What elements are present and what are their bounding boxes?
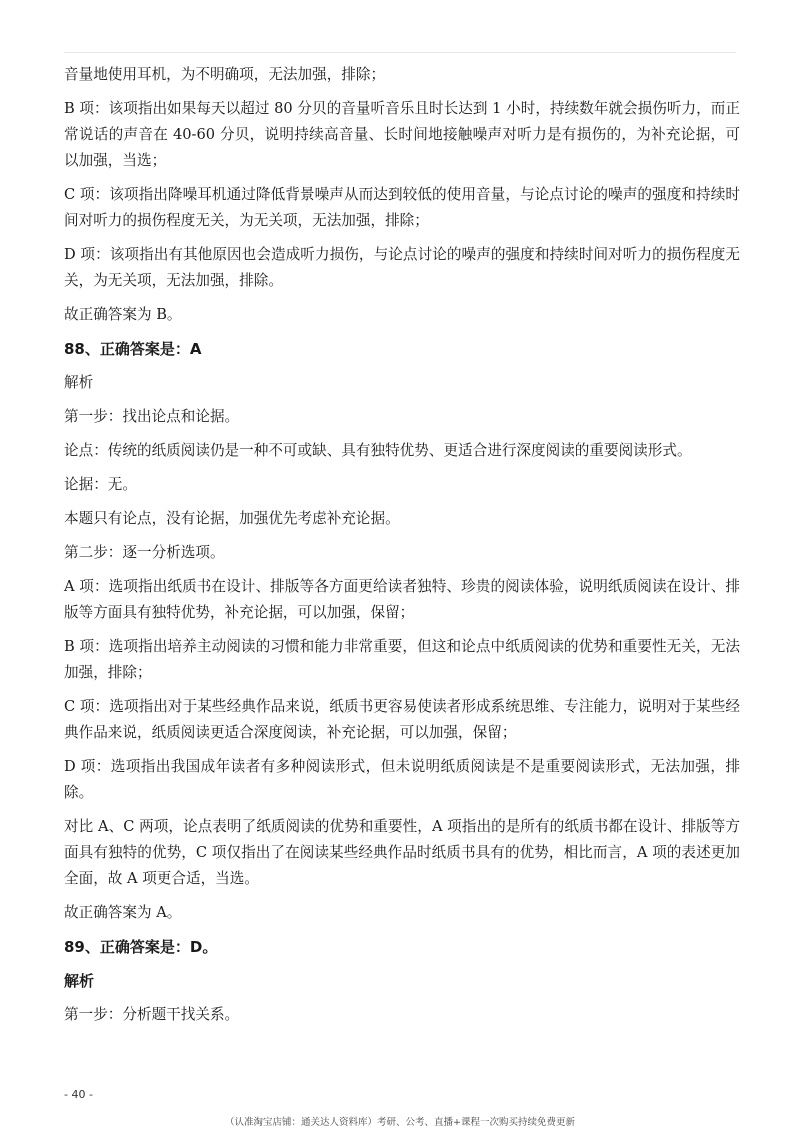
paragraph: 本题只有论点，没有论据，加强优先考虑补充论据。 [64,510,400,527]
paragraph: D 项：该项指出有其他原因也会造成听力损伤，与论点讨论的噪声的强度和持续时间对听力的损伤程度无关，为无关项，无法加强，排除。 [64,246,740,289]
paragraph: 第一步：分析题干找关系。 [64,1006,240,1023]
paragraph: C 项：该项指出降噪耳机通过降低背景噪声从而达到较低的使用音量，与论点讨论的噪声的强度和持续时间对听力的损伤程度无关，为无关项，无法加强，排除； [64,186,740,229]
document-body [64,62,740,1036]
page-number: - 40 - [64,1088,93,1101]
paragraph: B 项：选项指出培养主动阅读的习惯和能力非常重要，但这和论点中纸质阅读的优势和重要性无关，无法加强，排除； [64,638,740,681]
section-heading: 89、正确答案是：D。 [64,938,218,956]
paragraph: 对比 A、C 两项，论点表明了纸质阅读的优势和重要性，A 项指出的是所有的纸质书都在设计、排版等方面具有独特的优势，C 项仅指出了在阅读某些经典作品时纸质书具有的优势，相比而言，A 项的表述更加全面，故 A 项更合适，当选。 [64,818,740,887]
header-rule [64,52,736,53]
paragraph: 音量地使用耳机，为不明确项，无法加强，排除； [64,66,386,83]
paragraph: D 项：选项指出我国成年读者有多种阅读形式，但未说明纸质阅读是不是重要阅读形式，无法加强，排除。 [64,758,740,801]
paragraph: B 项：该项指出如果每天以超过 80 分贝的音量听音乐且时长达到 1 小时，持续数年就会损伤听力，而正常说话的声音在 40-60 分贝，说明持续高音量、长时间地接触噪声对听力是有损伤的，为补充论据，可以加强，当选； [64,100,740,169]
section-heading: 88、正确答案是：A [64,340,202,358]
paragraph: 论据：无。 [64,476,137,493]
paragraph: 论点：传统的纸质阅读仍是一种不可或缺、具有独特优势、更适合进行深度阅读的重要阅读形式。 [64,442,692,459]
paragraph: A 项：选项指出纸质书在设计、排版等各方面更给读者独特、珍贵的阅读体验，说明纸质阅读在设计、排版等方面具有独特优势，补充论据，可以加强，保留； [64,578,740,621]
footer-note: （认准淘宝店铺：通关达人资料库）考研、公考、直播+课程一次购买持续免费更新 [225,1117,575,1128]
paragraph: 解析 [64,374,94,391]
paragraph: C 项：选项指出对于某些经典作品来说，纸质书更容易使读者形成系统思维、专注能力，说明对于某些经典作品来说，纸质阅读更适合深度阅读，补充论据，可以加强，保留； [64,698,740,741]
paragraph: 第二步：逐一分析选项。 [64,544,225,561]
section-heading: 解析 [64,972,95,990]
paragraph: 故正确答案为 B。 [64,306,182,323]
paragraph: 故正确答案为 A。 [64,904,182,921]
paragraph: 第一步：找出论点和论据。 [64,408,240,425]
